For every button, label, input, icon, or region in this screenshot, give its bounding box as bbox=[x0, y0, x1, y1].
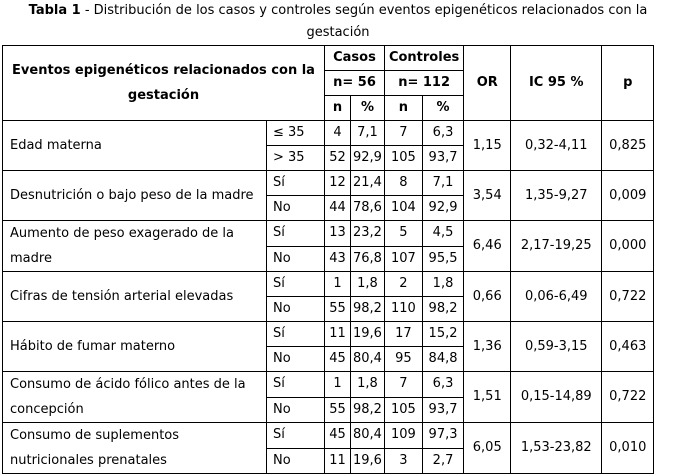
category-cell: Sí bbox=[267, 221, 325, 247]
ic-cell: 2,17-19,25 bbox=[511, 221, 602, 272]
controles-n-cell: 109 bbox=[384, 423, 422, 449]
caption-label: Tabla 1 bbox=[28, 3, 81, 18]
category-cell: No bbox=[267, 196, 325, 221]
ic-cell: 0,32-4,11 bbox=[511, 121, 602, 171]
casos-pct-cell: 98,2 bbox=[351, 297, 385, 322]
casos-n-cell: 55 bbox=[325, 297, 351, 322]
category-cell: No bbox=[267, 347, 325, 372]
controles-pct-cell: 92,9 bbox=[422, 196, 463, 221]
p-cell: 0,825 bbox=[602, 121, 654, 171]
casos-n-cell: 12 bbox=[325, 171, 351, 196]
casos-n-cell: 11 bbox=[325, 448, 351, 474]
controles-n-cell: 107 bbox=[384, 246, 422, 272]
header-casos: Casos bbox=[325, 46, 385, 71]
category-cell: Sí bbox=[267, 423, 325, 449]
event-label: Consumo de ácido fólico antes de la concepción bbox=[3, 372, 267, 423]
casos-n-cell: 43 bbox=[325, 246, 351, 272]
p-cell: 0,722 bbox=[602, 272, 654, 322]
casos-pct-cell: 78,6 bbox=[351, 196, 385, 221]
event-label: Desnutrición o bajo peso de la madre bbox=[3, 171, 267, 221]
header-controles-pct: % bbox=[422, 96, 463, 121]
casos-pct-cell: 80,4 bbox=[351, 423, 385, 449]
category-cell: No bbox=[267, 397, 325, 423]
casos-n-cell: 45 bbox=[325, 347, 351, 372]
table-caption bbox=[0, 0, 676, 44]
p-cell: 0,010 bbox=[602, 423, 654, 474]
controles-n-cell: 110 bbox=[384, 297, 422, 322]
category-cell: No bbox=[267, 448, 325, 474]
category-cell: Sí bbox=[267, 171, 325, 196]
casos-n-cell: 52 bbox=[325, 146, 351, 171]
header-controles-n: n= 112 bbox=[384, 71, 463, 96]
casos-n-cell: 13 bbox=[325, 221, 351, 247]
controles-n-cell: 2 bbox=[384, 272, 422, 297]
ic-cell: 0,06-6,49 bbox=[511, 272, 602, 322]
p-cell: 0,722 bbox=[602, 372, 654, 423]
controles-n-cell: 17 bbox=[384, 322, 422, 347]
controles-n-cell: 7 bbox=[384, 372, 422, 398]
table-row bbox=[3, 372, 654, 398]
ic-cell: 1,53-23,82 bbox=[511, 423, 602, 474]
category-cell: Sí bbox=[267, 322, 325, 347]
event-label: Consumo de suplementos nutricionales prenatales bbox=[3, 423, 267, 474]
table-row bbox=[3, 423, 654, 449]
header-or: OR bbox=[464, 46, 511, 121]
casos-pct-cell: 1,8 bbox=[351, 372, 385, 398]
controles-pct-cell: 1,8 bbox=[422, 272, 463, 297]
header-casos-pct: % bbox=[351, 96, 385, 121]
controles-pct-cell: 98,2 bbox=[422, 297, 463, 322]
event-label: Edad materna bbox=[3, 121, 267, 171]
casos-pct-cell: 19,6 bbox=[351, 322, 385, 347]
controles-n-cell: 95 bbox=[384, 347, 422, 372]
controles-pct-cell: 93,7 bbox=[422, 146, 463, 171]
controles-pct-cell: 15,2 bbox=[422, 322, 463, 347]
controles-pct-cell: 6,3 bbox=[422, 121, 463, 146]
category-cell: No bbox=[267, 297, 325, 322]
or-cell: 1,36 bbox=[464, 322, 511, 372]
controles-n-cell: 3 bbox=[384, 448, 422, 474]
or-cell: 6,05 bbox=[464, 423, 511, 474]
p-cell: 0,463 bbox=[602, 322, 654, 372]
casos-pct-cell: 1,8 bbox=[351, 272, 385, 297]
casos-pct-cell: 21,4 bbox=[351, 171, 385, 196]
casos-n-cell: 11 bbox=[325, 322, 351, 347]
table-body bbox=[3, 46, 654, 474]
table-row bbox=[3, 121, 654, 146]
ic-cell: 0,15-14,89 bbox=[511, 372, 602, 423]
ic-cell: 1,35-9,27 bbox=[511, 171, 602, 221]
controles-pct-cell: 6,3 bbox=[422, 372, 463, 398]
header-row-1 bbox=[3, 46, 654, 71]
controles-n-cell: 104 bbox=[384, 196, 422, 221]
or-cell: 1,51 bbox=[464, 372, 511, 423]
header-controles-count: n bbox=[384, 96, 422, 121]
casos-n-cell: 44 bbox=[325, 196, 351, 221]
controles-n-cell: 105 bbox=[384, 146, 422, 171]
casos-n-cell: 1 bbox=[325, 272, 351, 297]
controles-n-cell: 8 bbox=[384, 171, 422, 196]
p-cell: 0,009 bbox=[602, 171, 654, 221]
casos-pct-cell: 23,2 bbox=[351, 221, 385, 247]
casos-pct-cell: 80,4 bbox=[351, 347, 385, 372]
controles-pct-cell: 93,7 bbox=[422, 397, 463, 423]
or-cell: 1,15 bbox=[464, 121, 511, 171]
casos-pct-cell: 98,2 bbox=[351, 397, 385, 423]
event-label: Cifras de tensión arterial elevadas bbox=[3, 272, 267, 322]
casos-n-cell: 1 bbox=[325, 372, 351, 398]
controles-n-cell: 105 bbox=[384, 397, 422, 423]
or-cell: 3,54 bbox=[464, 171, 511, 221]
casos-n-cell: 45 bbox=[325, 423, 351, 449]
category-cell: Sí bbox=[267, 272, 325, 297]
table-row bbox=[3, 272, 654, 297]
header-casos-count: n bbox=[325, 96, 351, 121]
or-cell: 6,46 bbox=[464, 221, 511, 272]
casos-pct-cell: 19,6 bbox=[351, 448, 385, 474]
controles-pct-cell: 95,5 bbox=[422, 246, 463, 272]
controles-n-cell: 5 bbox=[384, 221, 422, 247]
caption-text: - Distribución de los casos y controles según eventos epigenéticos relacionados con la gestación bbox=[80, 3, 648, 40]
category-cell: No bbox=[267, 246, 325, 272]
event-label: Hábito de fumar materno bbox=[3, 322, 267, 372]
header-p: p bbox=[602, 46, 654, 121]
casos-n-cell: 55 bbox=[325, 397, 351, 423]
event-label: Aumento de peso exagerado de la madre bbox=[3, 221, 267, 272]
casos-pct-cell: 76,8 bbox=[351, 246, 385, 272]
controles-pct-cell: 97,3 bbox=[422, 423, 463, 449]
header-controles: Controles bbox=[384, 46, 463, 71]
controles-n-cell: 7 bbox=[384, 121, 422, 146]
category-cell: > 35 bbox=[267, 146, 325, 171]
casos-pct-cell: 92,9 bbox=[351, 146, 385, 171]
controles-pct-cell: 84,8 bbox=[422, 347, 463, 372]
category-cell: ≤ 35 bbox=[267, 121, 325, 146]
casos-pct-cell: 7,1 bbox=[351, 121, 385, 146]
controles-pct-cell: 4,5 bbox=[422, 221, 463, 247]
controles-pct-cell: 2,7 bbox=[422, 448, 463, 474]
header-ic: IC 95 % bbox=[511, 46, 602, 121]
table-row bbox=[3, 322, 654, 347]
header-events: Eventos epigenéticos relacionados con la gestación bbox=[3, 46, 325, 121]
or-cell: 0,66 bbox=[464, 272, 511, 322]
category-cell: Sí bbox=[267, 372, 325, 398]
header-casos-n: n= 56 bbox=[325, 71, 385, 96]
data-table bbox=[2, 45, 654, 474]
controles-pct-cell: 7,1 bbox=[422, 171, 463, 196]
p-cell: 0,000 bbox=[602, 221, 654, 272]
table-row bbox=[3, 171, 654, 196]
table-row bbox=[3, 221, 654, 247]
casos-n-cell: 4 bbox=[325, 121, 351, 146]
ic-cell: 0,59-3,15 bbox=[511, 322, 602, 372]
